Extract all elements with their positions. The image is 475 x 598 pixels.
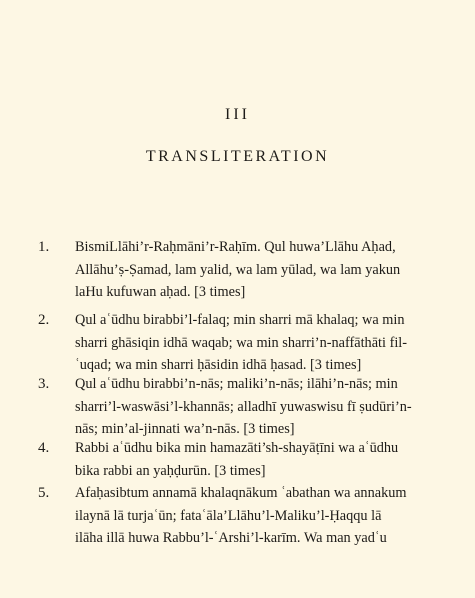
entry-number: 3. [38, 376, 50, 392]
chapter-title: TRANSLITERATION [145, 148, 330, 165]
entry-number: 1. [38, 239, 50, 255]
entry-line: sharri’l-waswāsi’l-khannās; alladhī yuwaswisu fī ṣudūri’n- [75, 398, 412, 415]
entry-text [75, 373, 447, 441]
entry-line: nās; min’al-jinnati wa’n-nās. [3 times] [75, 421, 295, 437]
entry-line: BismiLlāhi’r-Raḥmāni’r-Raḥīm. Qul huwa’Llāhu Aḥad, [75, 239, 396, 255]
entry-line: Rabbi aʿūdhu bika min hamazāti’sh-shayāṭīni wa aʿūdhu [75, 440, 399, 456]
entry-text [75, 482, 447, 550]
entry-line: Afaḥasibtum annamā khalaqnākum ʿabathan wa annakum [75, 485, 407, 501]
entry-text [75, 309, 447, 377]
entry-line: Qul aʿūdhu birabbi’l-falaq; min sharri mā khalaq; wa min [75, 312, 405, 328]
entry-text [75, 236, 447, 304]
entry-line: ilāha illā huwa Rabbu’l-ʿArshi’l-karīm. Wa man yadʿu [75, 530, 387, 546]
entry-line: sharri ghāsiqin idhā waqab; wa min sharri’n-naffāthāti fil- [75, 334, 408, 351]
entry-number: 4. [38, 440, 50, 456]
entry-text [75, 437, 447, 482]
entry-number: 2. [38, 312, 50, 328]
entry-line: Allāhu’ṣ-Ṣamad, lam yalid, wa lam yūlad, wa lam yakun [75, 261, 401, 278]
entry-line: ʿuqad; wa min sharri ḥāsidin idhā ḥasad. [3 times] [75, 357, 362, 373]
entry-number: 5. [38, 485, 50, 501]
chapter-number: III [225, 106, 250, 123]
entry-line: Qul aʿūdhu birabbi’n-nās; maliki’n-nās; ilāhi’n-nās; min [75, 376, 398, 392]
entry-line: bika rabbi an yaḥḍurūn. [3 times] [75, 462, 266, 479]
entry-line: laHu kufuwan aḥad. [3 times] [75, 284, 246, 300]
entry-line: ilaynā lā turjaʿūn; fataʿāla’Llāhu’l-Maliku’l-Ḥaqqu lā [75, 507, 382, 524]
